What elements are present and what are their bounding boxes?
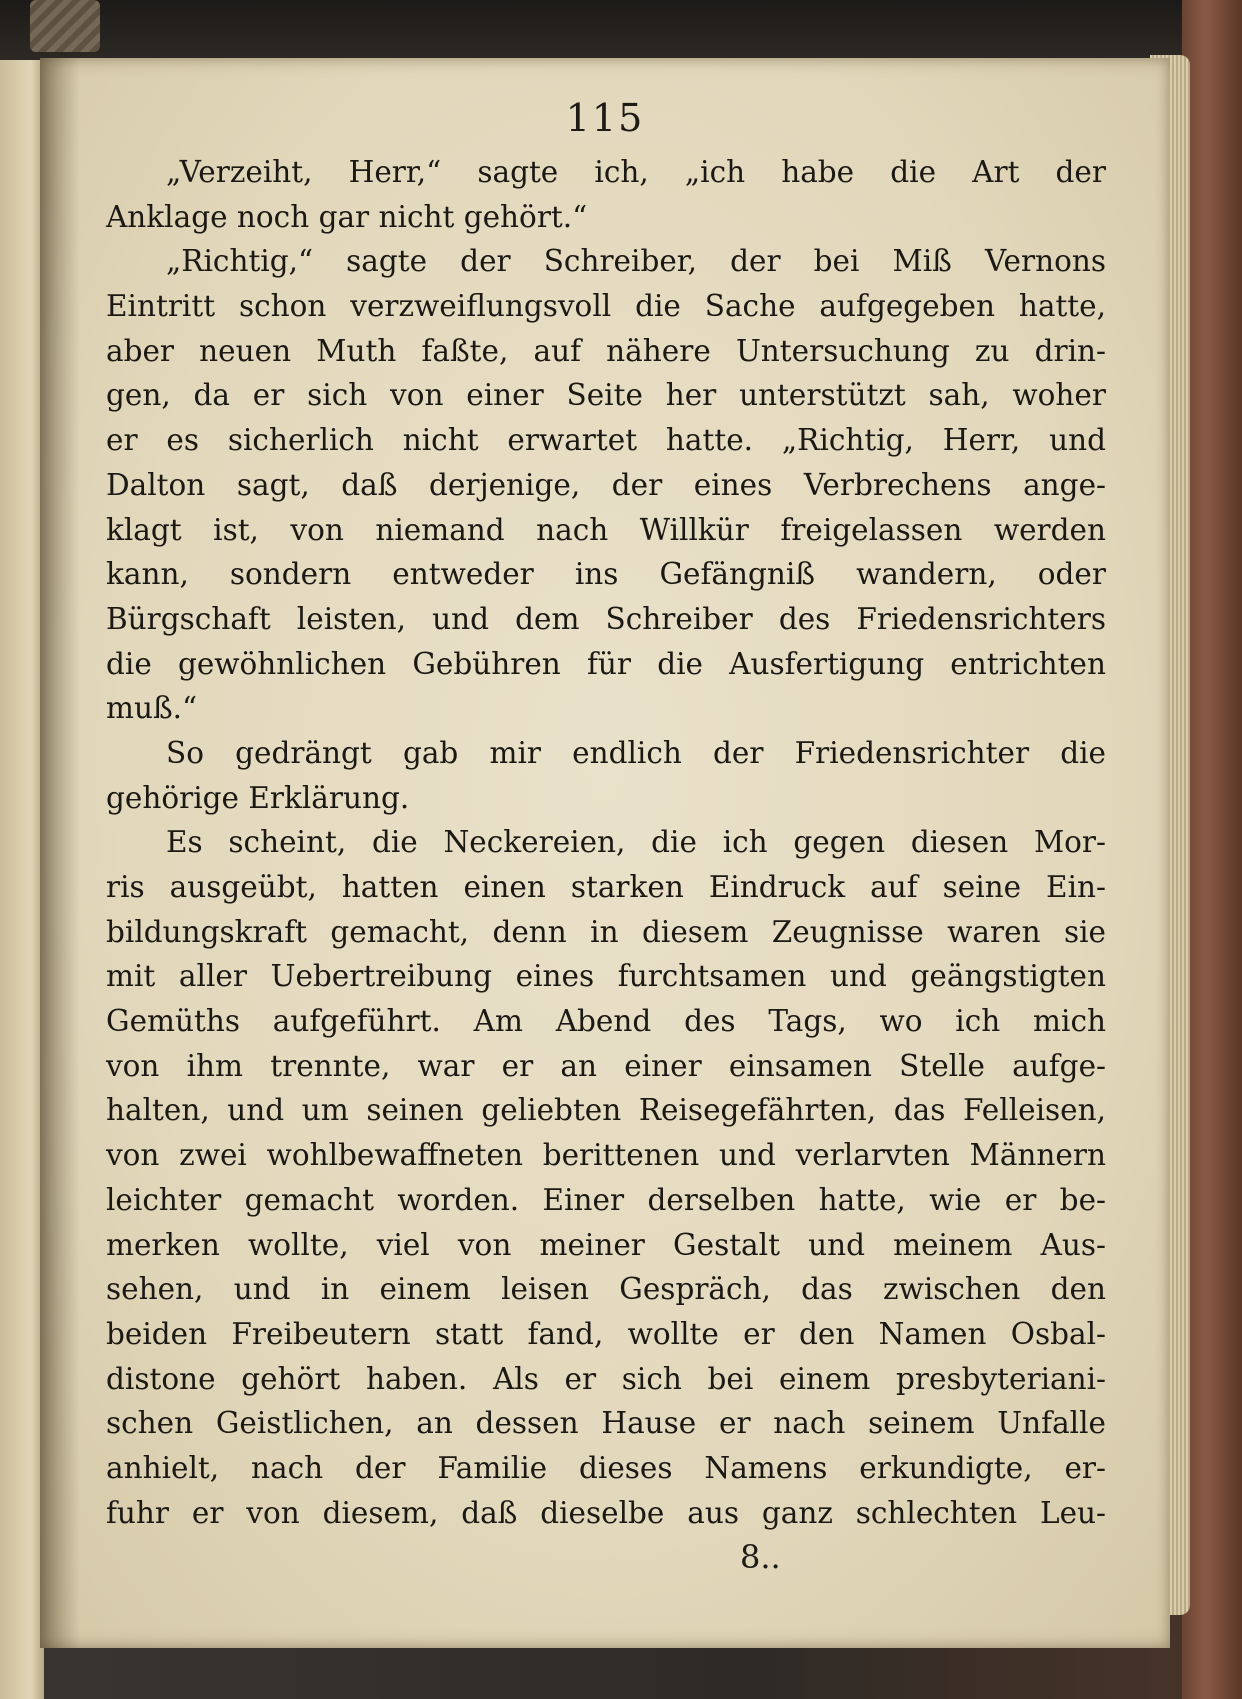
book-cover-right [1182, 0, 1242, 1699]
text-line: die gewöhnlichen Gebühren für die Ausfertigung entrichten [106, 646, 1106, 681]
text-line: merken wollte, viel von meiner Gestalt und meinem Aus- [106, 1227, 1106, 1262]
binding-thread [30, 0, 100, 52]
text-line: halten, und um seinen geliebten Reisegefährten, das Felleisen, [106, 1093, 1106, 1128]
text-line: Dalton sagt, daß derjenige, der eines Verbrechens ange- [106, 467, 1106, 502]
text-line: Anklage noch gar nicht gehört.“ [106, 199, 588, 234]
text-line: sehen, und in einem leisen Gespräch, das zwischen den [106, 1272, 1106, 1307]
text-line: distone gehört haben. Als er sich bei einem presbyteriani- [106, 1361, 1106, 1396]
text-line: „Verzeiht, Herr,“ sagte ich, „ich habe die Art der [166, 155, 1106, 189]
text-line: aber neuen Muth faßte, auf nähere Untersuchung zu drin- [106, 333, 1106, 368]
text-line: mit aller Uebertreibung eines furchtsamen und geängstigten [106, 959, 1106, 994]
text-line: kann, sondern entweder ins Gefängniß wandern, oder [106, 557, 1106, 592]
text-line: schen Geistlichen, an dessen Hause er nach seinem Unfalle [106, 1406, 1106, 1441]
text-line: Gemüths aufgeführt. Am Abend des Tags, wo ich mich [106, 1004, 1106, 1039]
body-text [106, 150, 1106, 1535]
text-line: muß.“ [106, 691, 198, 726]
signature-mark: 8.. [740, 1538, 781, 1576]
text-line: anhielt, nach der Familie dieses Namens erkundigte, er- [106, 1450, 1106, 1485]
text-line: So gedrängt gab mir endlich der Friedensrichter die [166, 735, 1106, 770]
text-line: er es sicherlich nicht erwartet hatte. „Richtig, Herr, und [106, 423, 1106, 458]
text-line: Eintritt schon verzweiflungsvoll die Sache aufgegeben hatte, [106, 289, 1106, 324]
text-line: ris ausgeübt, hatten einen starken Eindruck auf seine Ein- [106, 870, 1106, 904]
text-line: leichter gemacht worden. Einer derselben hatte, wie er be- [106, 1182, 1106, 1217]
text-line: fuhr er von diesem, daß dieselbe aus ganz schlechten Leu- [106, 1495, 1106, 1530]
text-line: gehörige Erklärung. [106, 780, 410, 815]
text-line: von zwei wohlbewaffneten berittenen und verlarvten Männern [106, 1138, 1106, 1173]
text-line: Es scheint, die Neckereien, die ich gegen diesen Mor- [166, 825, 1106, 860]
text-line: bildungskraft gemacht, denn in diesem Zeugnisse waren sie [106, 914, 1106, 949]
text-line: klagt ist, von niemand nach Willkür freigelassen werden [106, 512, 1106, 547]
text-line: beiden Freibeutern statt fand, wollte er den Namen Osbal- [106, 1316, 1106, 1351]
gutter-shadow [40, 58, 80, 1648]
text-line: Bürgschaft leisten, und dem Schreiber des Friedensrichters [106, 601, 1106, 636]
text-line: gen, da er sich von einer Seite her unterstützt sah, woher [106, 378, 1106, 413]
text-line: von ihm trennte, war er an einer einsamen Stelle aufge- [106, 1048, 1106, 1083]
text-line: „Richtig,“ sagte der Schreiber, der bei Miß Vernons [166, 244, 1106, 279]
book-page [40, 58, 1170, 1648]
facing-page-edge [0, 60, 44, 1699]
page-number: 115 [565, 96, 645, 140]
